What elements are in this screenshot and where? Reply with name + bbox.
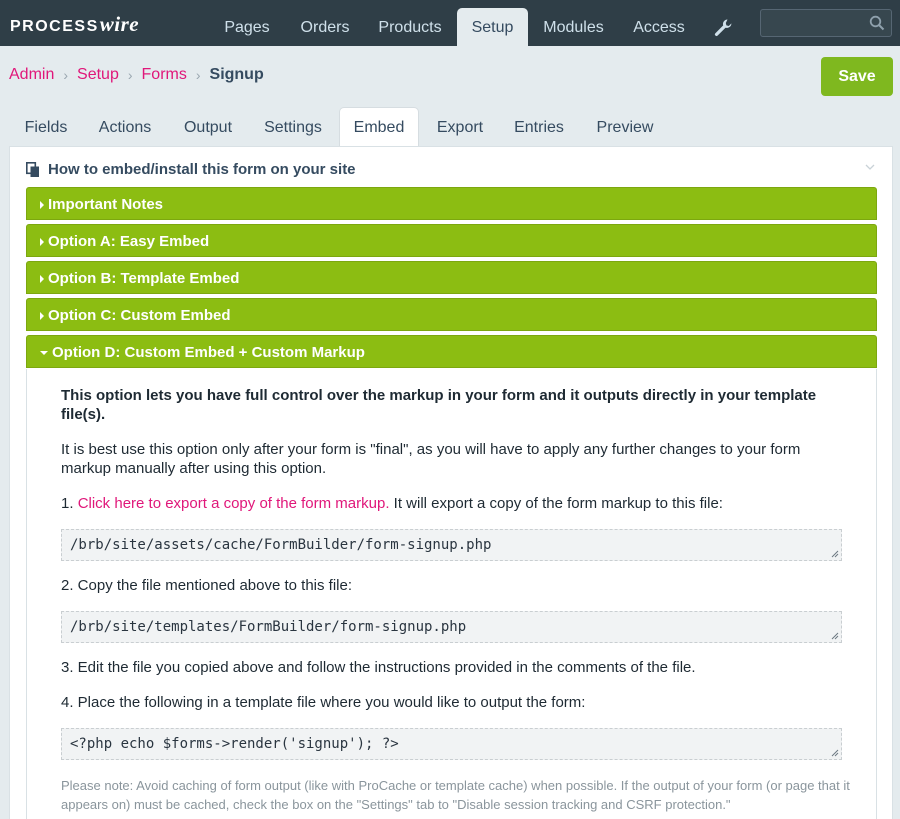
breadcrumb	[9, 66, 264, 84]
resize-grip-icon[interactable]	[831, 632, 839, 640]
search-icon	[869, 15, 885, 31]
wrench-icon[interactable]	[713, 18, 733, 38]
panel-title: How to embed/install this form on your site	[48, 161, 356, 178]
caching-note: Please note: Avoid caching of form output (like with ProCache or template cache) when possible. If the output of your form (or page that it appears on) must be cached, check the box on the "Settings" tab to "Disable session tracking and CSRF protection."	[61, 778, 850, 812]
template-path-text: /brb/site/templates/FormBuilder/form-signup.php	[70, 619, 467, 635]
processwire-logo[interactable]	[10, 12, 139, 36]
copy-document-icon	[26, 162, 40, 178]
export-path-field[interactable]	[61, 529, 842, 561]
step-1-suffix: It will export a copy of the form markup to this file:	[389, 495, 723, 512]
tab-export[interactable]: Export	[436, 119, 484, 136]
chevron-right-icon: ›	[127, 67, 133, 83]
panel-header[interactable]	[26, 161, 356, 178]
tab-settings[interactable]: Settings	[264, 119, 322, 136]
option-d-content	[26, 369, 877, 819]
step-1	[61, 494, 851, 513]
nav-setup[interactable]: Setup	[457, 8, 528, 46]
accordion-option-a[interactable]	[26, 224, 877, 257]
chevron-right-icon: ›	[63, 67, 69, 83]
template-path-field[interactable]	[61, 611, 842, 643]
accordion-important-notes[interactable]	[26, 187, 877, 220]
nav-modules[interactable]: Modules	[543, 19, 604, 36]
search-input[interactable]	[760, 9, 892, 37]
accordion-label: Option C: Custom Embed	[48, 307, 231, 324]
export-path-text: /brb/site/assets/cache/FormBuilder/form-signup.php	[70, 537, 492, 553]
chevron-down-icon[interactable]	[864, 161, 876, 173]
accordion-option-b[interactable]	[26, 261, 877, 294]
caret-right-icon	[40, 275, 44, 283]
nav-products[interactable]: Products	[378, 19, 442, 36]
accordion-option-d[interactable]	[26, 335, 877, 368]
php-embed-code-field[interactable]	[61, 728, 842, 760]
breadcrumb-setup[interactable]: Setup	[77, 66, 119, 83]
tab-entries[interactable]: Entries	[514, 119, 564, 136]
chevron-right-icon: ›	[195, 67, 201, 83]
breadcrumb-admin[interactable]: Admin	[9, 66, 55, 83]
caret-right-icon	[40, 201, 44, 209]
page-title: Signup	[209, 66, 264, 83]
tab-output[interactable]: Output	[183, 119, 233, 136]
nav-pages[interactable]: Pages	[224, 19, 270, 36]
step-4: 4. Place the following in a template file where you would like to output the form:	[61, 694, 586, 711]
caret-right-icon	[40, 312, 44, 320]
step-1-prefix: 1.	[61, 495, 78, 512]
embed-panel	[9, 146, 893, 819]
accordion-label: Option A: Easy Embed	[48, 233, 210, 250]
nav-orders[interactable]: Orders	[300, 19, 350, 36]
export-markup-link[interactable]: Click here to export a copy of the form markup.	[77, 495, 390, 512]
resize-grip-icon[interactable]	[831, 550, 839, 558]
accordion-label: Important Notes	[48, 196, 164, 213]
option-d-intro: This option lets you have full control over the markup in your form and it outputs directly in your template file(s).	[61, 387, 817, 423]
logo-text-process: PROCESS	[10, 18, 99, 35]
logo-text-wire: wire	[99, 12, 140, 36]
breadcrumb-forms[interactable]: Forms	[141, 66, 187, 83]
accordion-label: Option D: Custom Embed + Custom Markup	[52, 344, 365, 361]
resize-grip-icon[interactable]	[831, 749, 839, 757]
tab-embed[interactable]: Embed	[339, 107, 419, 147]
tab-preview[interactable]: Preview	[596, 119, 654, 136]
step-2: 2. Copy the file mentioned above to this file:	[61, 577, 353, 594]
top-bar	[0, 0, 900, 46]
tab-actions[interactable]: Actions	[98, 119, 152, 136]
option-d-advice: It is best use this option only after your form is "final", as you will have to apply any further changes to your form markup manually after using this option.	[61, 441, 801, 477]
caret-right-icon	[40, 238, 44, 246]
save-button[interactable]: Save	[821, 57, 893, 96]
nav-access[interactable]: Access	[633, 19, 685, 36]
php-embed-code-text: <?php echo $forms->render('signup'); ?>	[70, 736, 399, 752]
caret-down-icon	[40, 351, 48, 355]
step-3: 3. Edit the file you copied above and follow the instructions provided in the comments of the file.	[61, 659, 696, 676]
accordion-option-c[interactable]	[26, 298, 877, 331]
tab-fields[interactable]: Fields	[24, 119, 68, 136]
accordion-label: Option B: Template Embed	[48, 270, 240, 287]
